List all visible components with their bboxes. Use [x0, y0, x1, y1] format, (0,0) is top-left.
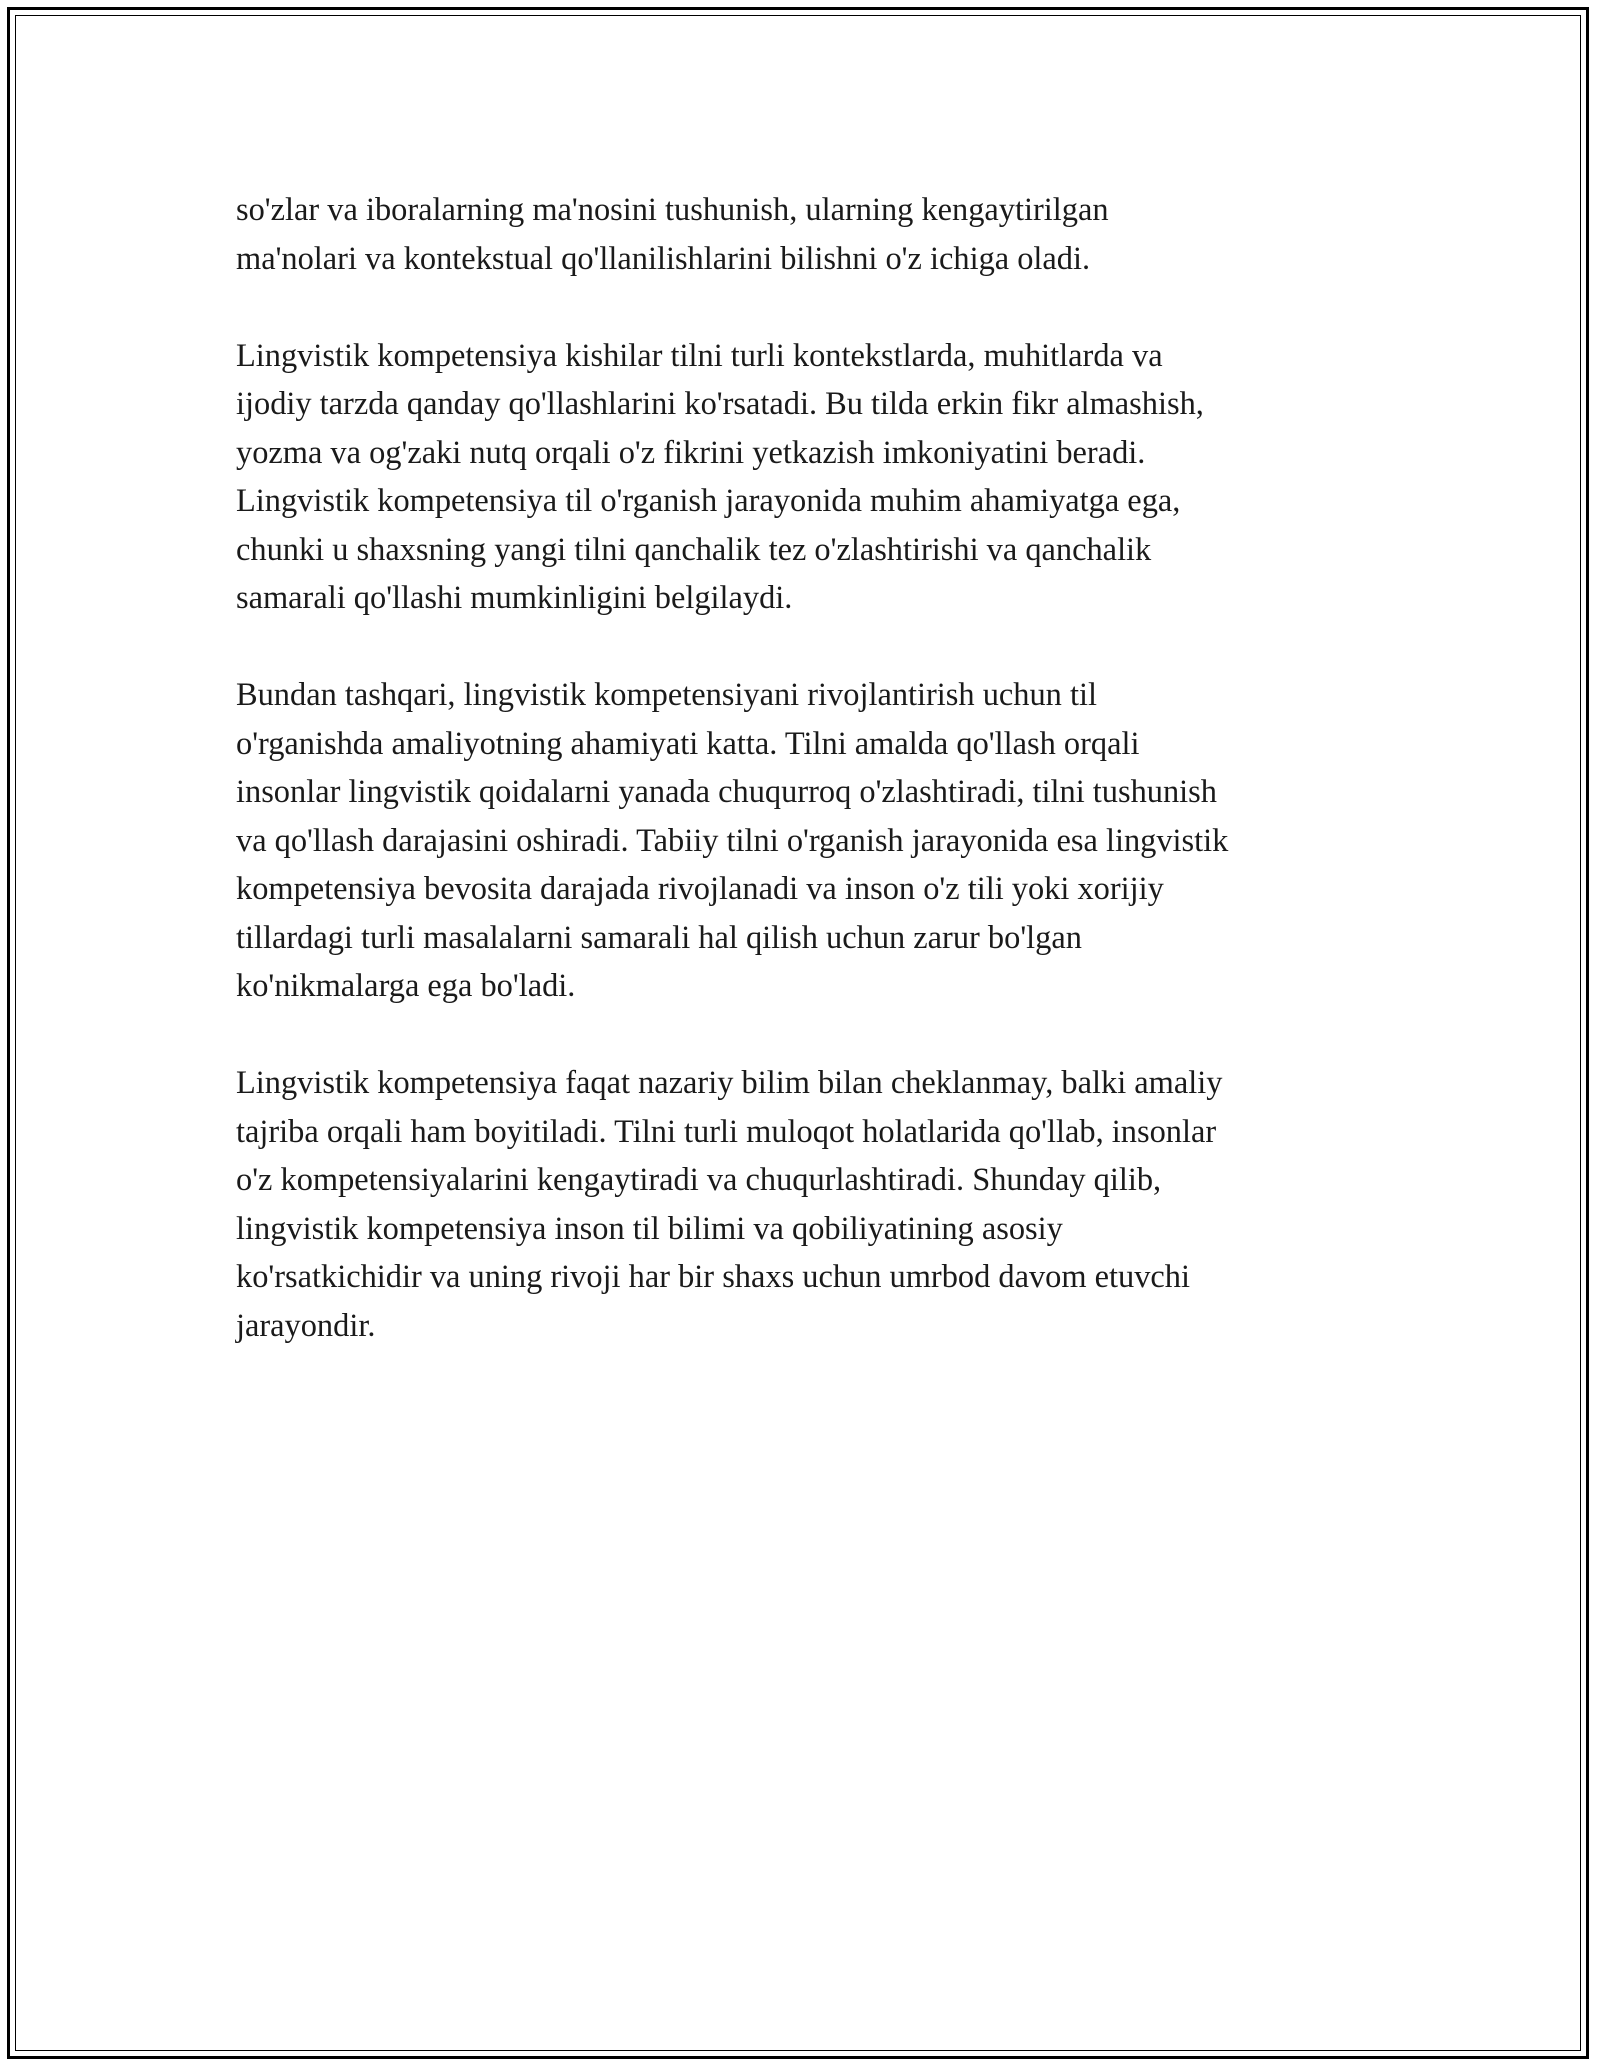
paragraph-line: va qo'llash darajasini oshiradi. Tabiiy tilni o'rganish jarayonida esa lingvistik	[236, 822, 1229, 859]
paragraph-line: chunki u shaxsning yangi tilni qanchalik tez o'zlashtirishi va qanchalik	[236, 531, 1152, 568]
paragraph-line: yozma va og'zaki nutq orqali o'z fikrini yetkazish imkoniyatini beradi.	[236, 434, 1146, 471]
paragraph-2	[236, 332, 1396, 623]
paragraph-line: samarali qo'llashi mumkinligini belgilaydi.	[236, 580, 793, 616]
paragraph-3	[236, 671, 1396, 1011]
paragraph-line: o'rganishda amaliyotning ahamiyati katta. Tilni amalda qo'llash orqali	[236, 725, 1140, 762]
paragraph-line: tajriba orqali ham boyitiladi. Tilni turli muloqot holatlarida qo'llab, insonlar	[236, 1113, 1217, 1150]
paragraph-line: so'zlar va iboralarning ma'nosini tushunish, ularning kengaytirilgan	[236, 192, 1109, 228]
paragraph-line: ma'nolari va kontekstual qo'llanilishlarini bilishni o'z ichiga oladi.	[236, 240, 1091, 277]
paragraph-line: ko'nikmalarga ega bo'ladi.	[236, 968, 576, 1004]
paragraph-line: ijodiy tarzda qanday qo'llashlarini ko'rsatadi. Bu tilda erkin fikr almashish,	[236, 386, 1204, 422]
paragraph-line: Lingvistik kompetensiya faqat nazariy bilim bilan cheklanmay, balki amaliy	[236, 1065, 1223, 1101]
paragraph-line: ko'rsatkichidir va uning rivoji har bir shaxs uchun umrbod davom etuvchi	[236, 1259, 1190, 1295]
paragraph-line: jarayondir.	[236, 1307, 376, 1344]
paragraph-line: Bundan tashqari, lingvistik kompetensiyani rivojlantirish uchun til	[236, 677, 1097, 713]
paragraph-line: kompetensiya bevosita darajada rivojlanadi va inson o'z tili yoki xorijiy	[236, 871, 1164, 907]
paragraph-line: Lingvistik kompetensiya kishilar tilni turli kontekstlarda, muhitlarda va	[236, 337, 1163, 374]
paragraph-line: lingvistik kompetensiya inson til bilimi va qobiliyatining asosiy	[236, 1210, 1063, 1247]
paragraph-4	[236, 1059, 1396, 1350]
document-body	[236, 186, 1396, 1399]
paragraph-line: Lingvistik kompetensiya til o'rganish jarayonida muhim ahamiyatga ega,	[236, 483, 1181, 519]
paragraph-line: o'z kompetensiyalarini kengaytiradi va chuqurlashtiradi. Shunday qilib,	[236, 1162, 1162, 1198]
paragraph-line: insonlar lingvistik qoidalarni yanada chuqurroq o'zlashtiradi, tilni tushunish	[236, 774, 1217, 810]
paragraph-line: tillardagi turli masalalarni samarali hal qilish uchun zarur bo'lgan	[236, 919, 1082, 956]
paragraph-1	[236, 186, 1396, 283]
